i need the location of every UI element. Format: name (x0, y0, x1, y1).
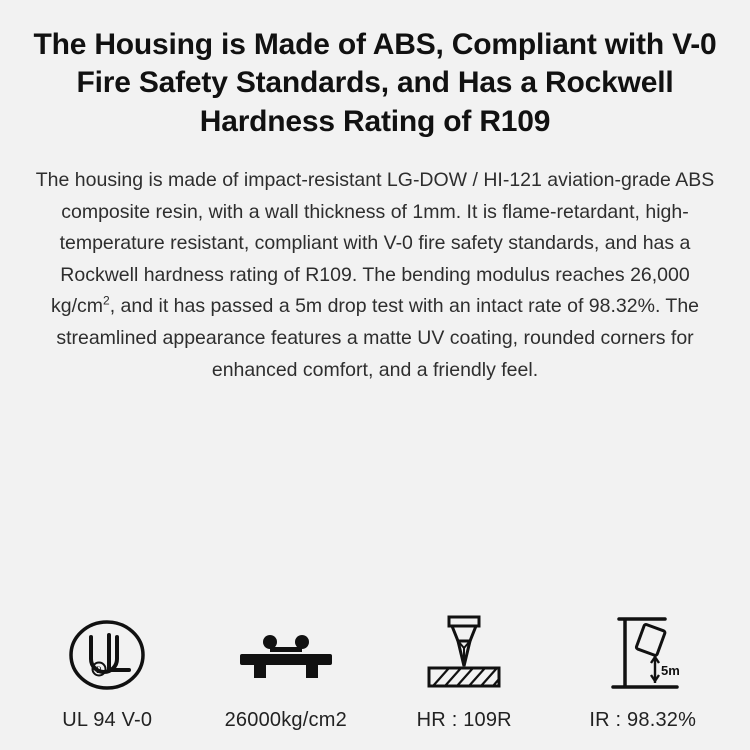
spec-item-drop (554, 613, 733, 732)
drop-test-icon (595, 613, 691, 697)
page-title: The Housing is Made of ABS, Compliant with V-0 Fire Safety Standards, and Has a Rockwell Hardness Rating of R109 (33, 28, 717, 138)
superscript-two: 2 (102, 293, 110, 308)
divider-segment (18, 740, 732, 750)
spec-label-hardness: HR : 109R (416, 709, 512, 731)
spec-label-ul: UL 94 V-0 (62, 709, 153, 731)
hardness-indenter-icon (419, 613, 509, 697)
drop-height-label: 5m (660, 663, 680, 678)
svg-text:R: R (96, 665, 103, 675)
bottom-divider (18, 740, 732, 750)
ul-certification-icon (65, 613, 149, 697)
spec-item-ul (18, 613, 197, 732)
spec-label-bending: 26000kg/cm2 (224, 709, 347, 731)
description-part-one: The housing is made of impact-resistant LG-DOW / HI-121 aviation-grade ABS composite resin, with a wall thickness of 1mm. It is flame-retardant, high-temperature resistant, compliant with V-0 fire safety standards, and has a Rockwell hardness rating of R109. The bending modulus reaches 26,000 kg/cm (35, 169, 715, 318)
spec-icon-row (18, 613, 732, 740)
description-paragraph (32, 165, 718, 386)
description-part-two: , and it has passed a 5m drop test with an intact rate of 98.32%. The streamlined appearance features a matte UV coating, rounded corners for enhanced comfort, and a friendly feel. (56, 295, 700, 381)
bending-modulus-icon (228, 613, 344, 697)
spec-item-hardness (375, 613, 554, 732)
spec-item-bending (197, 613, 376, 732)
spec-label-drop: IR : 98.32% (589, 709, 697, 731)
